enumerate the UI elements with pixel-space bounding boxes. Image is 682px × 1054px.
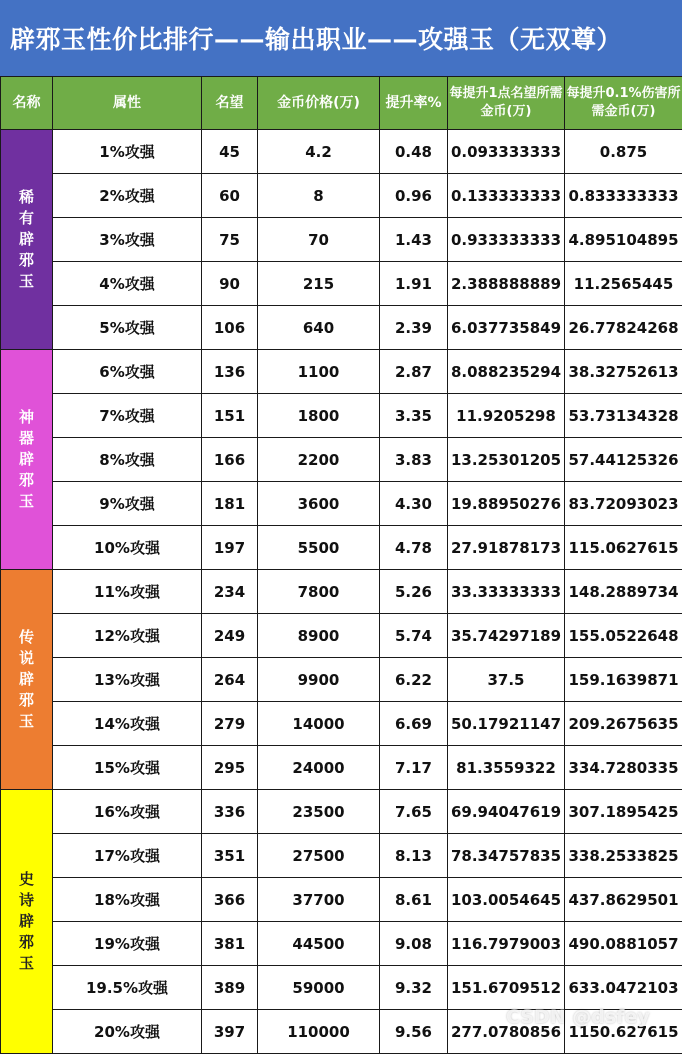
cell-fame: 366 [202, 878, 258, 922]
cell-rate: 9.08 [380, 922, 448, 966]
cell-price: 9900 [258, 658, 380, 702]
cell-price: 23500 [258, 790, 380, 834]
group-label [1, 130, 53, 350]
cell-rate: 1.43 [380, 218, 448, 262]
cell-per-damage: 115.0627615 [565, 526, 682, 570]
cell-per-fame: 35.74297189 [448, 614, 565, 658]
cell-per-damage: 4.895104895 [565, 218, 682, 262]
cell-price: 1100 [258, 350, 380, 394]
cell-per-fame: 81.3559322 [448, 746, 565, 790]
table-row [1, 218, 682, 262]
group-label [1, 350, 53, 570]
cell-attribute: 12%攻强 [53, 614, 202, 658]
cell-per-damage: 437.8629501 [565, 878, 682, 922]
cell-price: 110000 [258, 1010, 380, 1054]
cell-per-fame: 8.088235294 [448, 350, 565, 394]
header-per-fame: 每提升1点名望所需金币(万) [448, 77, 565, 130]
cell-price: 8900 [258, 614, 380, 658]
cell-fame: 351 [202, 834, 258, 878]
cell-per-damage: 633.0472103 [565, 966, 682, 1010]
cell-fame: 166 [202, 438, 258, 482]
cell-fame: 45 [202, 130, 258, 174]
cell-fame: 181 [202, 482, 258, 526]
table-row [1, 262, 682, 306]
cell-attribute: 10%攻强 [53, 526, 202, 570]
cell-per-damage: 209.2675635 [565, 702, 682, 746]
cell-attribute: 6%攻强 [53, 350, 202, 394]
cell-fame: 336 [202, 790, 258, 834]
cell-attribute: 1%攻强 [53, 130, 202, 174]
cell-rate: 1.91 [380, 262, 448, 306]
table-row [1, 394, 682, 438]
cell-rate: 2.39 [380, 306, 448, 350]
cell-price: 4.2 [258, 130, 380, 174]
cell-price: 7800 [258, 570, 380, 614]
cell-fame: 279 [202, 702, 258, 746]
cell-rate: 4.78 [380, 526, 448, 570]
cell-attribute: 2%攻强 [53, 174, 202, 218]
cell-fame: 234 [202, 570, 258, 614]
cell-per-fame: 50.17921147 [448, 702, 565, 746]
cell-attribute: 17%攻强 [53, 834, 202, 878]
cell-rate: 3.83 [380, 438, 448, 482]
cell-per-fame: 116.7979003 [448, 922, 565, 966]
group-label [1, 570, 53, 790]
cell-price: 44500 [258, 922, 380, 966]
cell-per-damage: 148.2889734 [565, 570, 682, 614]
cell-fame: 397 [202, 1010, 258, 1054]
header-attr: 属性 [53, 77, 202, 130]
table-row [1, 526, 682, 570]
cell-price: 59000 [258, 966, 380, 1010]
cell-per-fame: 6.037735849 [448, 306, 565, 350]
cell-rate: 9.32 [380, 966, 448, 1010]
cell-fame: 295 [202, 746, 258, 790]
cell-fame: 90 [202, 262, 258, 306]
table-row [1, 570, 682, 614]
cell-rate: 0.48 [380, 130, 448, 174]
cell-per-fame: 151.6709512 [448, 966, 565, 1010]
table-body [1, 130, 682, 1054]
cell-price: 2200 [258, 438, 380, 482]
cell-per-fame: 37.5 [448, 658, 565, 702]
cell-per-fame: 103.0054645 [448, 878, 565, 922]
cell-rate: 7.17 [380, 746, 448, 790]
cell-price: 3600 [258, 482, 380, 526]
table-row [1, 438, 682, 482]
cell-rate: 8.13 [380, 834, 448, 878]
cell-per-damage: 155.0522648 [565, 614, 682, 658]
cell-price: 24000 [258, 746, 380, 790]
cell-rate: 8.61 [380, 878, 448, 922]
cell-attribute: 20%攻强 [53, 1010, 202, 1054]
cell-attribute: 7%攻强 [53, 394, 202, 438]
group-label-text: 稀有辟邪玉 [18, 188, 34, 290]
cell-price: 5500 [258, 526, 380, 570]
cell-per-fame: 277.0780856 [448, 1010, 565, 1054]
table-row [1, 746, 682, 790]
cell-fame: 106 [202, 306, 258, 350]
cell-price: 8 [258, 174, 380, 218]
cell-price: 27500 [258, 834, 380, 878]
cell-per-damage: 11.2565445 [565, 262, 682, 306]
cell-fame: 264 [202, 658, 258, 702]
table-row [1, 922, 682, 966]
cell-price: 215 [258, 262, 380, 306]
watermark: CSDN @dsfey [506, 1006, 650, 1028]
cell-attribute: 19%攻强 [53, 922, 202, 966]
table-row [1, 306, 682, 350]
group-label-text: 神器辟邪玉 [18, 408, 34, 510]
table-row [1, 614, 682, 658]
cell-per-damage: 26.77824268 [565, 306, 682, 350]
table-row [1, 834, 682, 878]
cell-fame: 197 [202, 526, 258, 570]
cell-per-fame: 0.133333333 [448, 174, 565, 218]
cell-attribute: 19.5%攻强 [53, 966, 202, 1010]
cell-per-damage: 0.833333333 [565, 174, 682, 218]
cell-rate: 9.56 [380, 1010, 448, 1054]
table-row [1, 130, 682, 174]
cell-rate: 6.69 [380, 702, 448, 746]
cell-attribute: 4%攻强 [53, 262, 202, 306]
cell-per-damage: 490.0881057 [565, 922, 682, 966]
cell-per-fame: 69.94047619 [448, 790, 565, 834]
header-fame: 名望 [202, 77, 258, 130]
table-row [1, 350, 682, 394]
cell-price: 14000 [258, 702, 380, 746]
page-title: 辟邪玉性价比排行——输出职业——攻强玉（无双尊） [0, 0, 682, 76]
cell-price: 640 [258, 306, 380, 350]
cell-attribute: 11%攻强 [53, 570, 202, 614]
table-row [1, 966, 682, 1010]
cell-per-damage: 0.875 [565, 130, 682, 174]
cell-rate: 3.35 [380, 394, 448, 438]
header-row [1, 77, 682, 130]
cell-rate: 6.22 [380, 658, 448, 702]
cell-fame: 75 [202, 218, 258, 262]
cell-per-fame: 33.33333333 [448, 570, 565, 614]
cell-rate: 7.65 [380, 790, 448, 834]
cell-price: 1800 [258, 394, 380, 438]
cell-rate: 5.74 [380, 614, 448, 658]
jade-ranking-table [0, 76, 682, 1054]
cell-fame: 151 [202, 394, 258, 438]
header-rate: 提升率% [380, 77, 448, 130]
cell-per-fame: 0.933333333 [448, 218, 565, 262]
cell-per-damage: 159.1639871 [565, 658, 682, 702]
cell-attribute: 15%攻强 [53, 746, 202, 790]
group-label-text: 传说辟邪玉 [18, 628, 34, 730]
cell-per-fame: 2.388888889 [448, 262, 565, 306]
cell-attribute: 5%攻强 [53, 306, 202, 350]
cell-attribute: 18%攻强 [53, 878, 202, 922]
cell-fame: 249 [202, 614, 258, 658]
cell-fame: 136 [202, 350, 258, 394]
cell-rate: 2.87 [380, 350, 448, 394]
table-row [1, 658, 682, 702]
table-row [1, 878, 682, 922]
cell-per-damage: 334.7280335 [565, 746, 682, 790]
cell-price: 37700 [258, 878, 380, 922]
cell-attribute: 14%攻强 [53, 702, 202, 746]
cell-rate: 0.96 [380, 174, 448, 218]
group-label [1, 790, 53, 1054]
table-row [1, 482, 682, 526]
cell-per-fame: 0.093333333 [448, 130, 565, 174]
cell-per-damage: 57.44125326 [565, 438, 682, 482]
cell-price: 70 [258, 218, 380, 262]
header-per-damage: 每提升0.1%伤害所需金币(万) [565, 77, 682, 130]
cell-fame: 381 [202, 922, 258, 966]
cell-per-fame: 19.88950276 [448, 482, 565, 526]
cell-per-fame: 13.25301205 [448, 438, 565, 482]
cell-fame: 60 [202, 174, 258, 218]
cell-per-damage: 307.1895425 [565, 790, 682, 834]
cell-attribute: 13%攻强 [53, 658, 202, 702]
cell-attribute: 16%攻强 [53, 790, 202, 834]
cell-per-damage: 1150.627615 [565, 1010, 682, 1054]
cell-per-damage: 338.2533825 [565, 834, 682, 878]
table-row [1, 790, 682, 834]
cell-rate: 5.26 [380, 570, 448, 614]
cell-per-fame: 27.91878173 [448, 526, 565, 570]
table-row [1, 702, 682, 746]
cell-fame: 389 [202, 966, 258, 1010]
cell-attribute: 9%攻强 [53, 482, 202, 526]
cell-attribute: 8%攻强 [53, 438, 202, 482]
cell-rate: 4.30 [380, 482, 448, 526]
cell-per-fame: 11.9205298 [448, 394, 565, 438]
cell-per-damage: 38.32752613 [565, 350, 682, 394]
cell-per-damage: 83.72093023 [565, 482, 682, 526]
cell-per-damage: 53.73134328 [565, 394, 682, 438]
header-price: 金币价格(万) [258, 77, 380, 130]
cell-per-fame: 78.34757835 [448, 834, 565, 878]
cell-attribute: 3%攻强 [53, 218, 202, 262]
table-row [1, 174, 682, 218]
group-label-text: 史诗辟邪玉 [18, 870, 34, 972]
header-name: 名称 [1, 77, 53, 130]
